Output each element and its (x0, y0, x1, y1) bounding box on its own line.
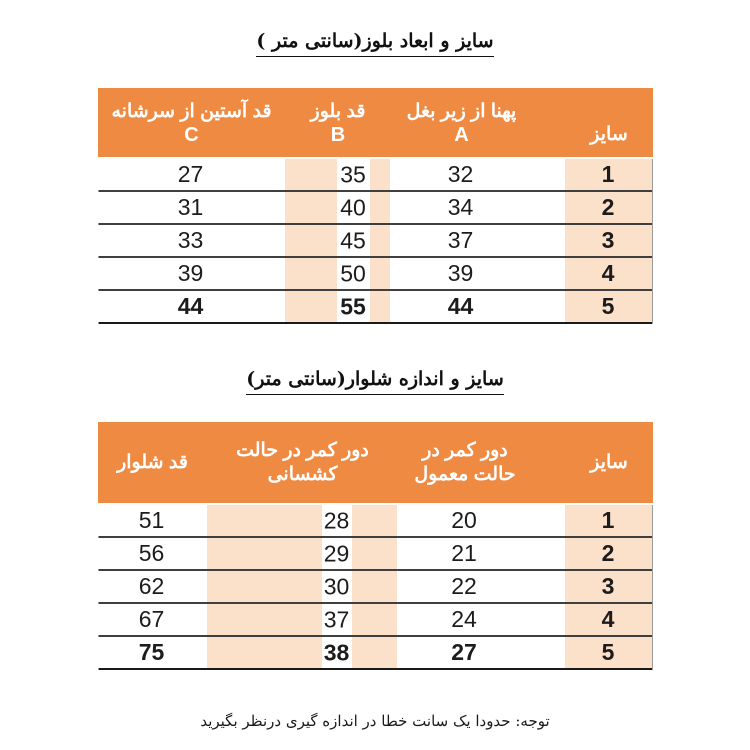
sleeve-cell: 27 (97, 159, 285, 190)
size-cell: 2 (532, 192, 652, 223)
blouse-table-body (98, 159, 653, 324)
header-pants-length: قد شلوار (117, 451, 188, 473)
pants-length-cell: 75 (97, 637, 207, 668)
measurement-note: توجه: حدودا یک سانت خطا در اندازه گیری درنظر بگیرید (200, 712, 550, 730)
waist-stretch-cell: 28 (207, 505, 397, 536)
sleeve-cell: 31 (97, 192, 285, 223)
pants-length-cell: 51 (97, 505, 207, 536)
header-size: سایز (590, 451, 628, 473)
size-cell: 1 (532, 505, 652, 536)
width-underarm-cell: 44 (390, 291, 532, 322)
waist-normal-cell: 24 (397, 604, 532, 635)
blouse-size-table (98, 88, 653, 324)
header-width-underarm: پهنا از زیر بغل A (406, 100, 517, 146)
sleeve-cell: 33 (97, 225, 285, 256)
waist-normal-cell: 22 (397, 571, 532, 602)
header-blouse-length: قد بلوز B (310, 100, 366, 146)
pants-size-table (98, 422, 653, 670)
pants-length-cell: 62 (97, 571, 207, 602)
table-row (99, 571, 652, 604)
pants-table-title-text: سایز و اندازه شلوار(سانتی متر) (246, 368, 503, 395)
waist-normal-cell: 27 (397, 637, 532, 668)
table-row (99, 538, 652, 571)
size-cell: 4 (532, 258, 652, 289)
header-sleeve-from-shoulder: قد آستین از سرشانه C (111, 100, 272, 146)
waist-stretch-cell: 29 (207, 538, 397, 569)
pants-table-header (98, 422, 653, 503)
table-row (99, 505, 652, 538)
waist-stretch-cell: 37 (207, 604, 397, 635)
size-cell: 3 (532, 571, 652, 602)
blouse-length-cell: 35 (285, 159, 390, 190)
waist-normal-cell: 20 (397, 505, 532, 536)
table-row (99, 604, 652, 637)
width-underarm-cell: 39 (390, 258, 532, 289)
size-cell: 5 (532, 637, 652, 668)
table-row (99, 258, 652, 291)
sleeve-cell: 44 (97, 291, 285, 322)
blouse-length-cell: 40 (285, 192, 390, 223)
sleeve-cell: 39 (97, 258, 285, 289)
blouse-length-cell: 50 (285, 258, 390, 289)
table-row (99, 192, 652, 225)
size-cell: 1 (532, 159, 652, 190)
waist-stretch-cell: 38 (207, 637, 397, 668)
header-letter-c: C (184, 123, 199, 146)
waist-stretch-cell: 30 (207, 571, 397, 602)
header-waist-normal: دور کمر در حالت معمول (414, 439, 516, 485)
blouse-table-header (98, 88, 653, 157)
blouse-table-title-text: سایز و ابعاد بلوز(سانتی متر ) (256, 30, 493, 57)
pants-length-cell: 56 (97, 538, 207, 569)
table-row (99, 291, 652, 324)
header-size: سایز (590, 124, 628, 145)
table-row (99, 637, 652, 670)
table-row (99, 225, 652, 258)
blouse-length-cell: 45 (285, 225, 390, 256)
size-cell: 2 (532, 538, 652, 569)
width-underarm-cell: 37 (390, 225, 532, 256)
width-underarm-cell: 34 (390, 192, 532, 223)
waist-normal-cell: 21 (397, 538, 532, 569)
width-underarm-cell: 32 (390, 159, 532, 190)
header-waist-stretch: دور کمر در حالت کشسانی (236, 439, 369, 485)
pants-table-body (98, 505, 653, 670)
size-cell: 3 (532, 225, 652, 256)
size-cell: 4 (532, 604, 652, 635)
blouse-length-cell: 55 (285, 291, 390, 322)
size-cell: 5 (532, 291, 652, 322)
header-letter-b: B (330, 123, 346, 146)
pants-length-cell: 67 (97, 604, 207, 635)
header-letter-a: A (454, 123, 469, 146)
table-row (99, 159, 652, 192)
blouse-table-title (0, 30, 750, 60)
pants-table-title (0, 368, 750, 398)
